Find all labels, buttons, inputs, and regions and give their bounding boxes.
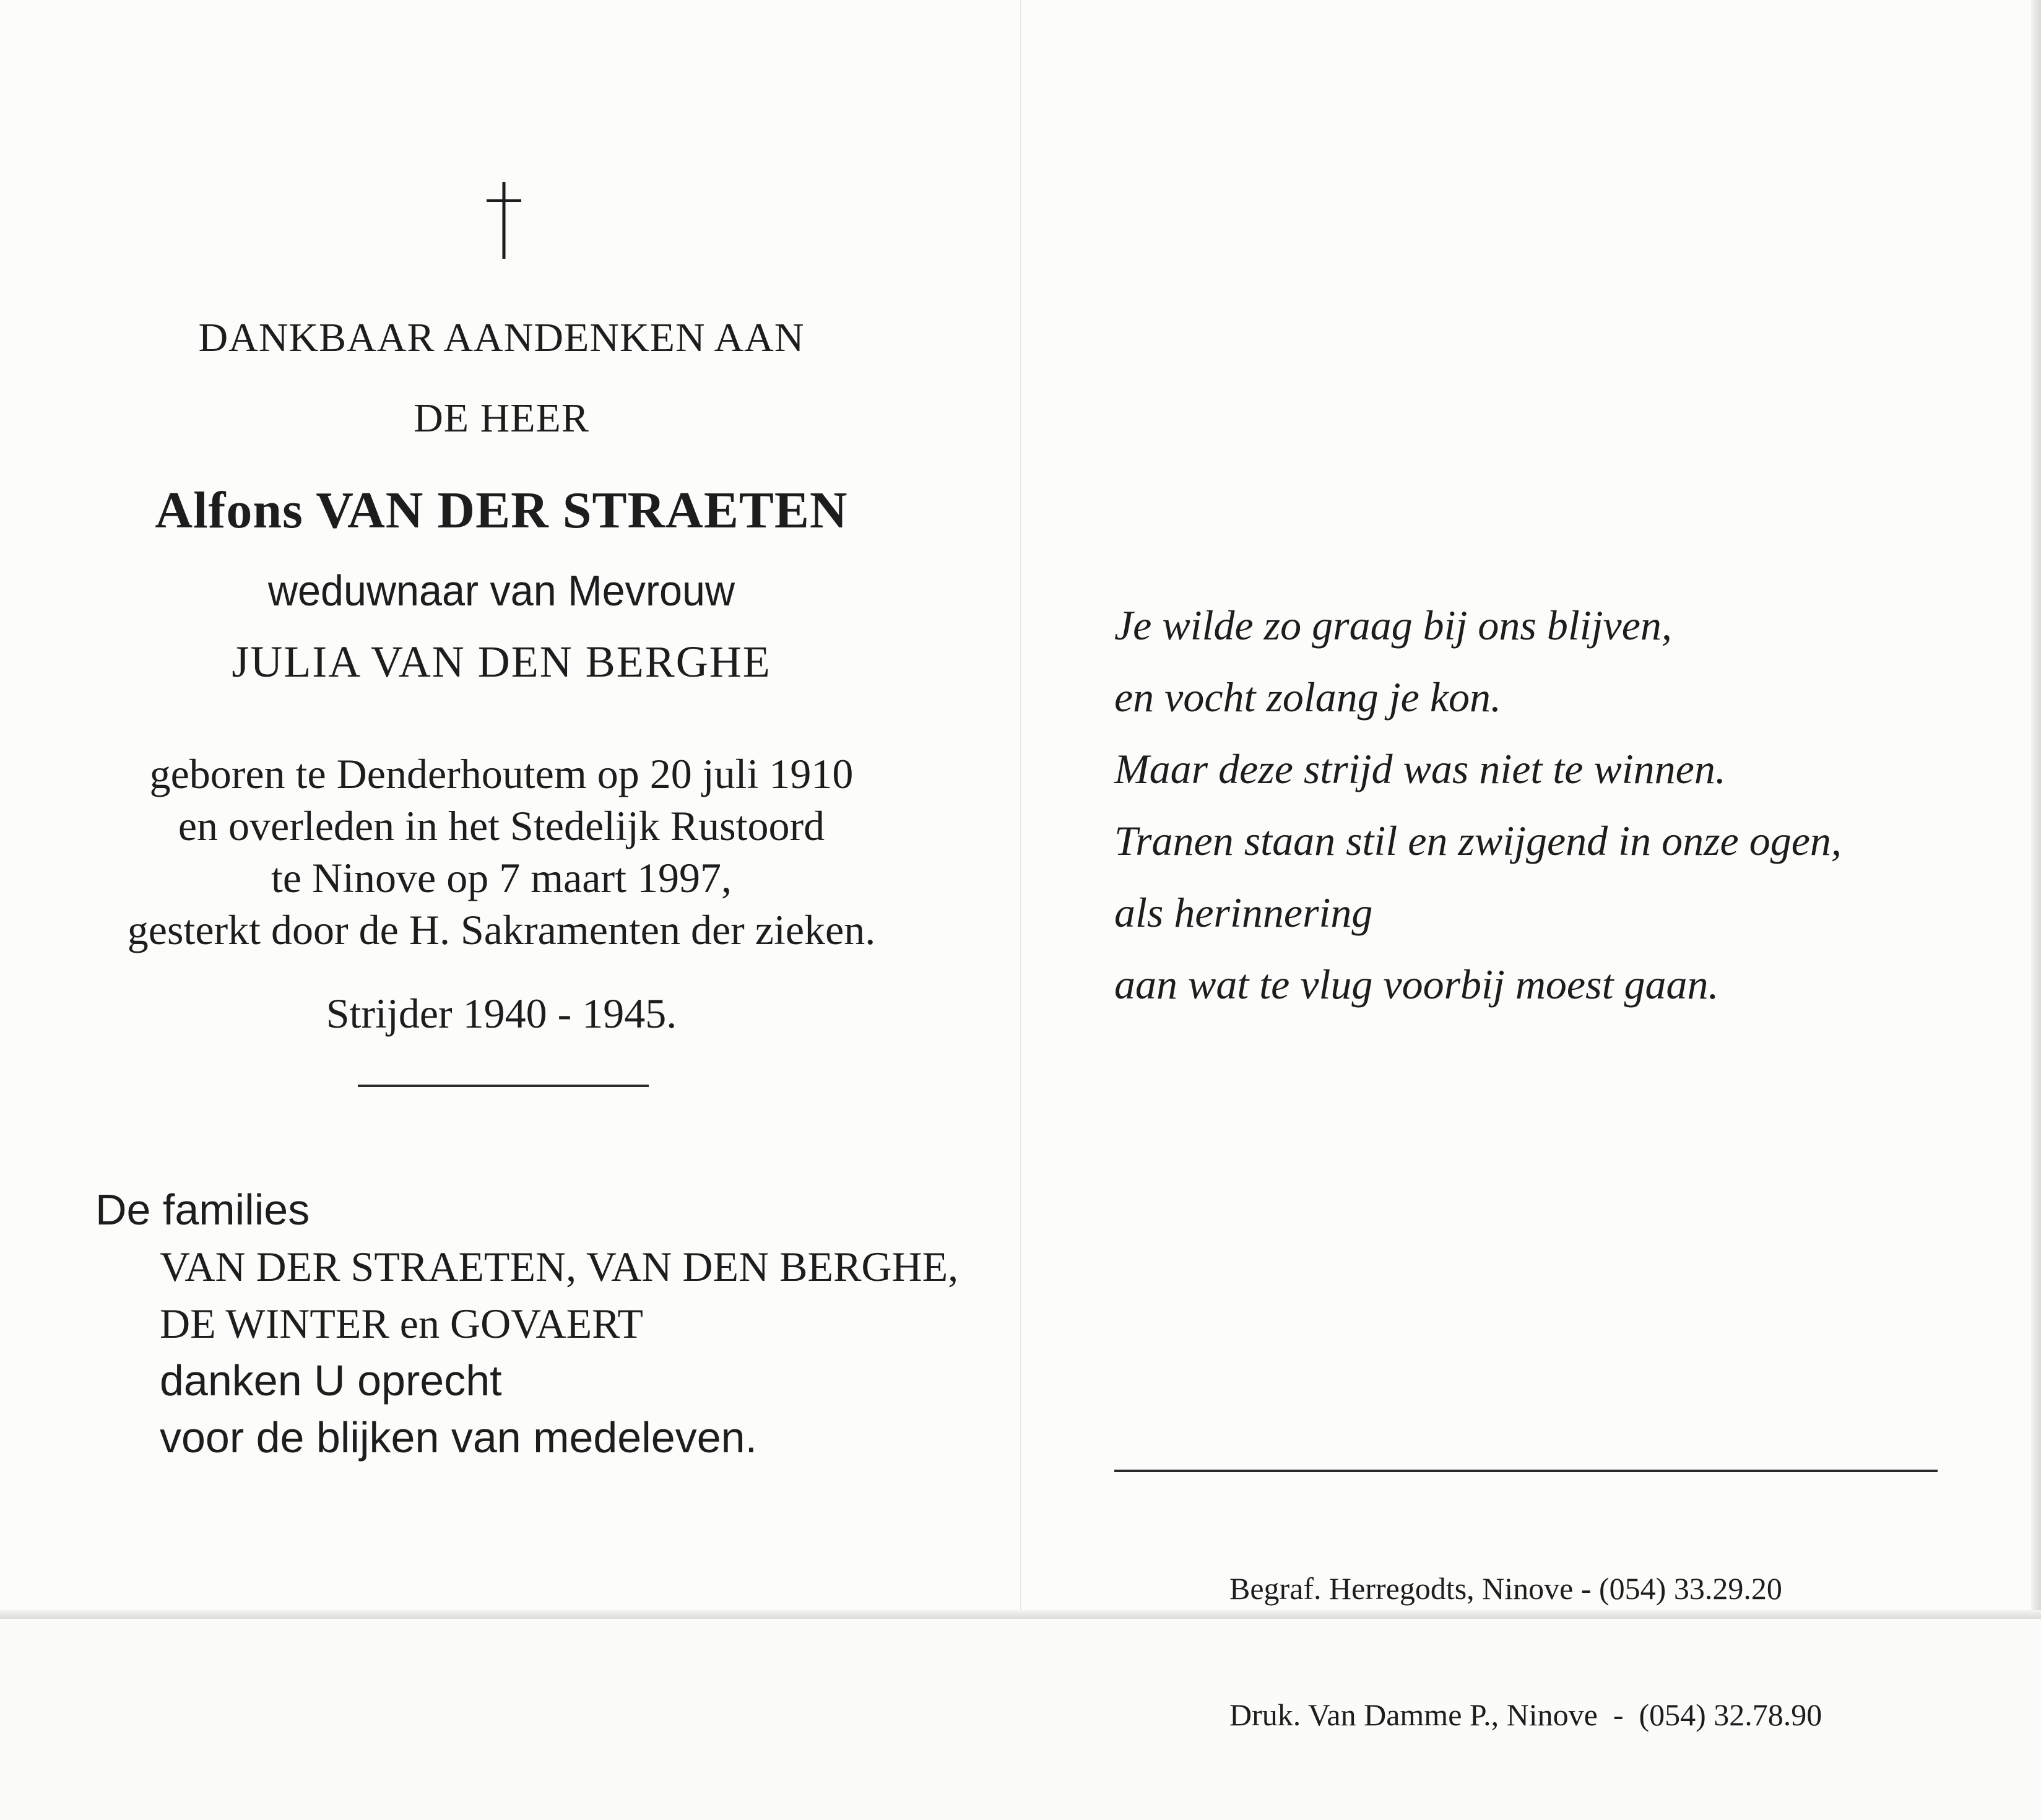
family-names-line-2: DE WINTER en GOVAERT [160, 1300, 643, 1347]
families-intro: De families [95, 1185, 310, 1234]
birth-line: geboren te Denderhoutem op 20 juli 1910 [149, 750, 854, 797]
thanks-line-2: voor de blijken van medeleven. [160, 1413, 758, 1462]
honorific-title: DE HEER [414, 396, 589, 441]
poem-line: en vocht zolang je kon. [1114, 674, 1502, 721]
family-names-line-1: VAN DER STRAETEN, VAN DEN BERGHE, [160, 1243, 959, 1290]
paper-edge-bottom [0, 1610, 2041, 1619]
right-panel [1021, 0, 2041, 1732]
poem-line: aan wat te vlug voorbij moest gaan. [1114, 961, 1719, 1008]
credits-rule [1114, 1470, 1938, 1472]
thanks-line-1: danken U oprecht [160, 1356, 502, 1405]
poem-line: Je wilde zo graag bij ons blijven, [1114, 602, 1672, 649]
widower-line: weduwnaar van Mevrouw [267, 566, 735, 615]
poem-line: Maar deze strijd was niet te winnen. [1114, 745, 1726, 792]
left-panel [0, 0, 1020, 1619]
deceased-name: Alfons VAN DER STRAETEN [155, 482, 848, 539]
divider-rule [358, 1085, 649, 1087]
undertaker-credit: Begraf. Herregodts, Ninove - (054) 33.29.20 [1229, 1571, 1782, 1606]
poem-line: Tranen staan stil en zwijgend in onze ogen, [1114, 817, 1842, 864]
death-place-date-line: te Ninove op 7 maart 1997, [271, 854, 732, 901]
sacraments-line: gesterkt door de H. Sakramenten der zieken. [127, 906, 876, 953]
death-line: en overleden in het Stedelijk Rustoord [178, 802, 825, 849]
life-details [0, 748, 1003, 956]
printer-credit: Druk. Van Damme P., Ninove - (054) 32.78.90 [1229, 1697, 1822, 1732]
spouse-name: JULIA VAN DEN BERGHE [232, 637, 771, 687]
printer-credits [1229, 1483, 1822, 1820]
poem [1114, 589, 1842, 1020]
cross-icon [473, 180, 535, 260]
poem-line: als herinnering [1114, 889, 1373, 936]
memorial-heading: DANKBAAR AANDENKEN AAN [198, 315, 805, 360]
paper-edge-right [2031, 0, 2041, 1619]
families-thanks [95, 1181, 958, 1466]
soldier-line: Strijder 1940 - 1945. [326, 990, 677, 1037]
